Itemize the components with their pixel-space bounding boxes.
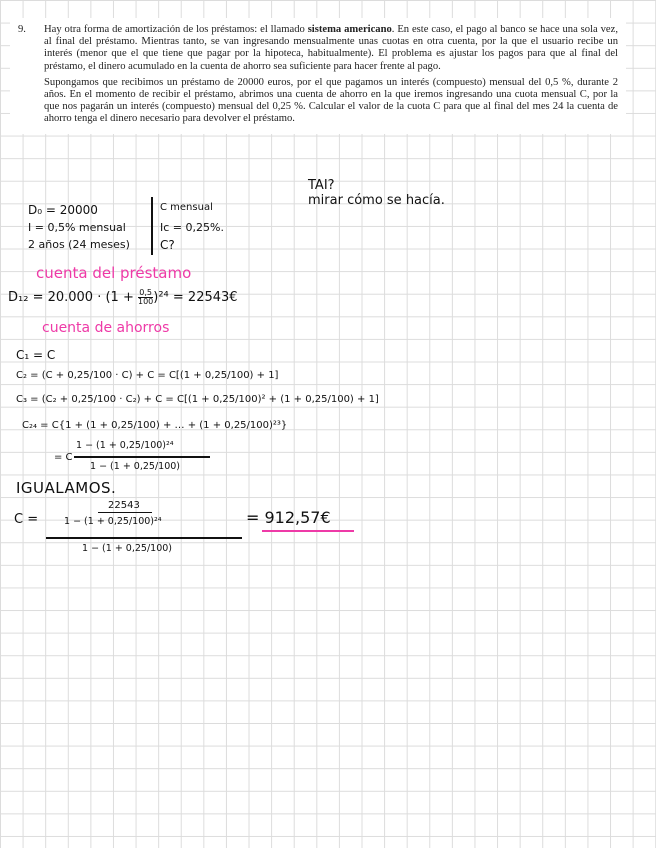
problem-number: 9. <box>18 24 26 35</box>
heading-cuenta-ahorros: cuenta de ahorros <box>42 320 170 336</box>
note-duration: 2 años (24 meses) <box>28 238 130 251</box>
geo-denominator: 1 − (1 + 0,25/100) <box>90 461 180 472</box>
final-result: = 912,57€ <box>246 508 331 527</box>
divider-line <box>151 197 153 255</box>
bold-term: sistema americano <box>307 24 392 35</box>
note-cmensual: C mensual <box>160 202 213 213</box>
final-numerator-expr: 1 − (1 + 0,25/100)²⁴ <box>64 516 162 527</box>
final-numerator-value: 22543 <box>108 500 140 511</box>
eq-c3: C₃ = (C₂ + 0,25/100 · C₂) + C = C[(1 + 0,25/100)² + (1 + 0,25/100) + 1] <box>16 394 379 405</box>
igualamos-label: IGUALAMOS. <box>16 479 117 497</box>
note-tai: TAI? <box>308 178 335 193</box>
note-interest: I = 0,5% mensual <box>28 221 126 234</box>
final-fraction-bar <box>46 537 242 539</box>
inner-fraction-bar <box>98 512 152 513</box>
result-underline <box>262 530 354 532</box>
note-mirar: mirar cómo se hacía. <box>308 193 445 208</box>
eq-c1: C₁ = C <box>16 348 56 362</box>
heading-cuenta-prestamo: cuenta del préstamo <box>36 264 192 282</box>
final-denominator: 1 − (1 + 0,25/100) <box>82 543 172 554</box>
problem-paragraph-2: Supongamos que recibimos un préstamo de 20000 euros, por el que pagamos un interés (compuesto) mensual del 0,5 %, durante 2 años. En el momento de recibir el préstamo, abrimos una cuenta de ahorro en la que iremos ingresando una cuota mensual C, por la que nos pagarán un interés (compuesto) mensual del 0,25 %. Calcular el valor de la cuota C para que al final del mes 24 la cuenta de ahorro tenga el dinero necesario para devolver el préstamo. <box>44 76 618 125</box>
loan-equation: D₁₂ = 20.000 · (1 + $\frac{0,5}{100}$ )²⁴ = 22543€ <box>8 288 238 306</box>
geo-numerator: 1 − (1 + 0,25/100)²⁴ <box>76 440 174 451</box>
geo-fraction-bar <box>74 456 210 458</box>
note-c-question: C? <box>160 238 175 252</box>
rate-fraction: $\frac{0,5}{100}$ <box>137 288 154 306</box>
problem-paragraph-1: Hay otra forma de amortización de los préstamos: el llamado sistema americano. En este caso, el pago al banco se hace una sola vez, al final del préstamo. Mientras tanto, se van ingresando mensualmente unas cuotas en otra cuenta, por la que el usuario recibe un interés (menor que el que tiene que pagar por la hipoteca, habitualmente). El problema es ajustar los pagos para que al final del préstamo, el dinero acumulado en la cuenta de ahorro sea suficiente para hacer frente al pago. <box>44 24 618 72</box>
final-c-label: C = <box>14 512 39 527</box>
note-ic: Ic = 0,25%. <box>160 221 224 234</box>
note-d0: D₀ = 20000 <box>28 203 98 217</box>
eq-c2: C₂ = (C + 0,25/100 · C) + C = C[(1 + 0,25/100) + 1] <box>16 370 279 381</box>
eq-c24: C₂₄ = C{1 + (1 + 0,25/100) + … + (1 + 0,25/100)²³} <box>22 420 288 431</box>
problem-statement <box>10 18 626 134</box>
eq-c-sum: = C <box>54 452 73 463</box>
